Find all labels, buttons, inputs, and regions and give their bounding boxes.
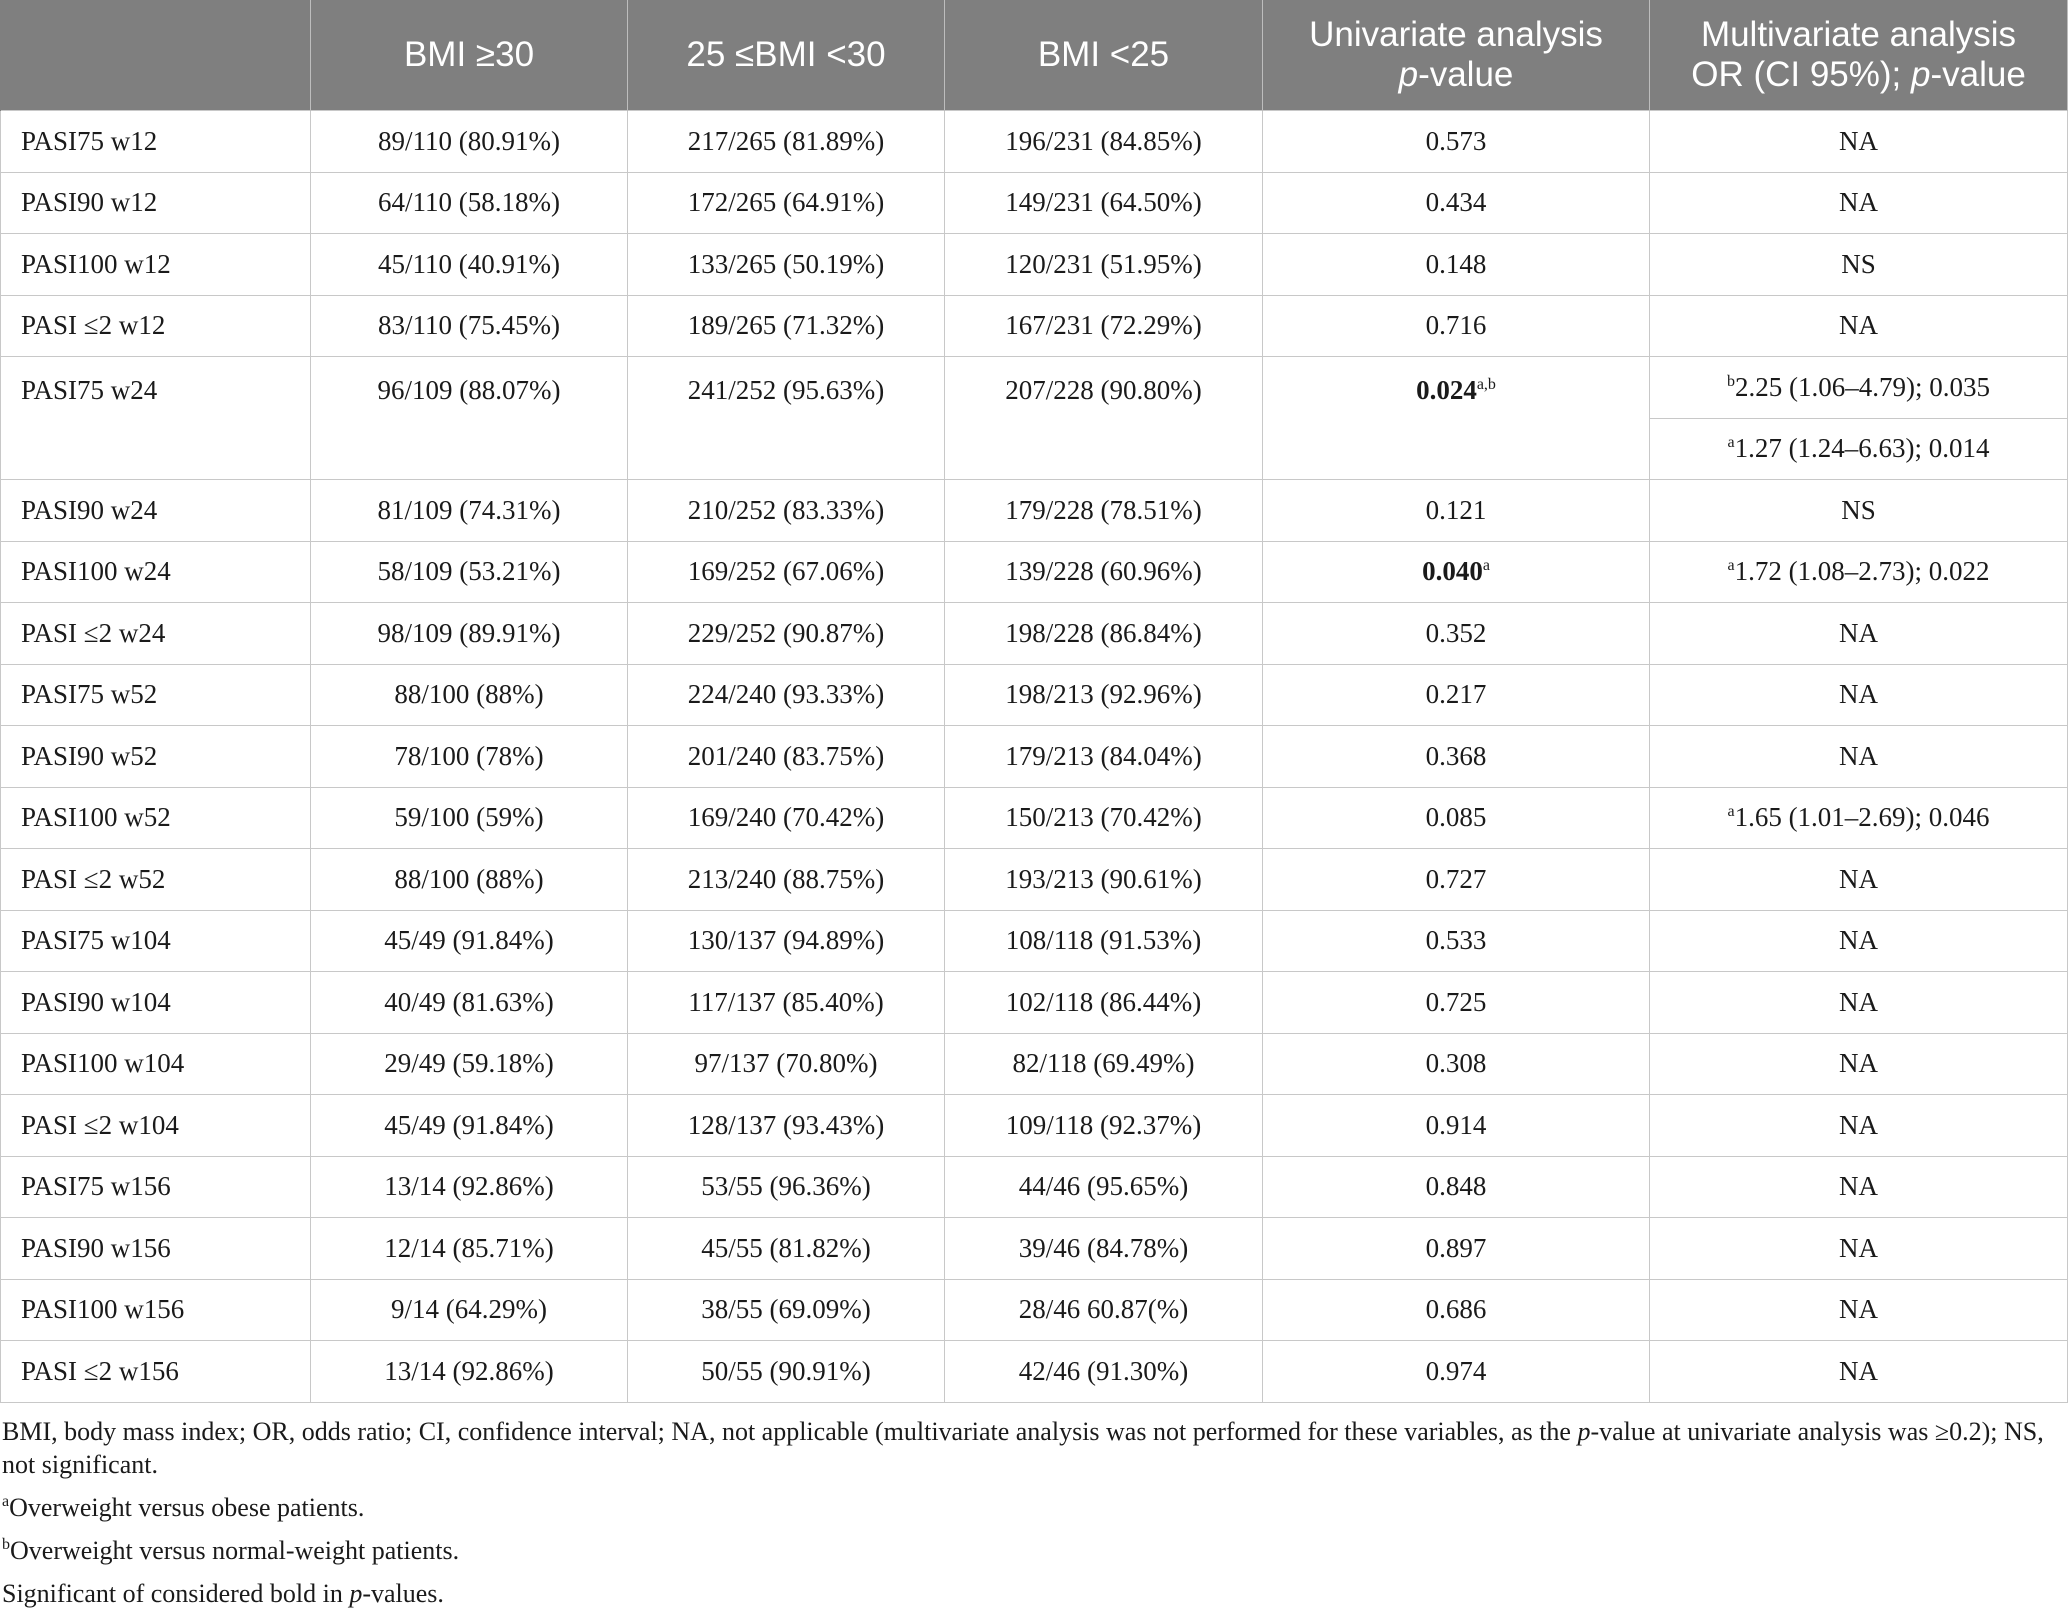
cell-bmi-overweight: 217/265 (81.89%) [628,111,945,173]
row-label: PASI100 w52 [1,787,311,849]
multivariate-value: 1.65 (1.01–2.69); 0.046 [1734,802,1990,833]
cell-bmi-overweight: 38/55 (69.09%) [628,1279,945,1341]
cell-multivariate: NA [1650,664,2068,726]
cell-bmi-overweight: 128/137 (93.43%) [628,1095,945,1157]
table-row [1,972,2068,1034]
cell-bmi-normal: 109/118 (92.37%) [945,1095,1263,1157]
cell-bmi-obese: 13/14 (92.86%) [311,1156,628,1218]
header-multivariate [1650,0,2068,111]
cell-univariate: 0.848 [1263,1156,1650,1218]
cell-univariate [1263,357,1650,480]
cell-univariate: 0.573 [1263,111,1650,173]
cell-bmi-obese: 29/49 (59.18%) [311,1033,628,1095]
cell-bmi-overweight: 201/240 (83.75%) [628,726,945,788]
table-row [1,1341,2068,1403]
cell-multivariate: NA [1650,910,2068,972]
table-row [1,357,2068,419]
cell-bmi-obese: 64/110 (58.18%) [311,172,628,234]
cell-bmi-normal: 167/231 (72.29%) [945,295,1263,357]
cell-bmi-overweight: 169/240 (70.42%) [628,787,945,849]
cell-bmi-overweight: 53/55 (96.36%) [628,1156,945,1218]
footnote-abbrev-tail: -value at univariate analysis was ≥0.2); NS, not significant. [2,1416,2044,1479]
footnote-a-text: Overweight versus obese patients. [9,1492,365,1522]
footnote-marker: a [1727,557,1735,575]
cell-bmi-obese: 45/49 (91.84%) [311,910,628,972]
multivariate-value: 2.25 (1.06–4.79); 0.035 [1735,371,1990,402]
cell-multivariate: NS [1650,480,2068,542]
cell-bmi-obese: 89/110 (80.91%) [311,111,628,173]
multivariate-value: 1.27 (1.24–6.63); 0.014 [1734,433,1990,464]
cell-bmi-normal: 39/46 (84.78%) [945,1218,1263,1280]
cell-multivariate: NA [1650,1218,2068,1280]
cell-bmi-normal: 179/228 (78.51%) [945,480,1263,542]
cell-multivariate: NA [1650,172,2068,234]
cell-bmi-overweight: 210/252 (83.33%) [628,480,945,542]
cell-univariate: 0.352 [1263,603,1650,665]
cell-bmi-normal: 150/213 (70.42%) [945,787,1263,849]
header-multivariate-prefix: OR (CI 95%); [1691,55,1911,94]
cell-bmi-normal: 82/118 (69.49%) [945,1033,1263,1095]
row-label: PASI100 w24 [1,541,311,603]
cell-univariate [1263,541,1650,603]
header-bmi-obese: BMI ≥30 [311,0,628,111]
cell-bmi-normal: 149/231 (64.50%) [945,172,1263,234]
cell-bmi-obese: 58/109 (53.21%) [311,541,628,603]
cell-univariate: 0.725 [1263,972,1650,1034]
cell-multivariate: NA [1650,1279,2068,1341]
table-row [1,849,2068,911]
cell-univariate: 0.217 [1263,664,1650,726]
table-row [1,1033,2068,1095]
footnote-sig-tail: -values. [362,1578,444,1608]
header-multivariate-tail: -value [1930,55,2026,94]
cell-bmi-normal: 44/46 (95.65%) [945,1156,1263,1218]
cell-univariate: 0.434 [1263,172,1650,234]
footnote-b-text: Overweight versus normal-weight patients. [10,1535,460,1565]
row-label: PASI100 w104 [1,1033,311,1095]
cell-univariate: 0.121 [1263,480,1650,542]
cell-bmi-overweight: 172/265 (64.91%) [628,172,945,234]
cell-bmi-normal: 198/228 (86.84%) [945,603,1263,665]
cell-multivariate [1650,541,2068,603]
cell-multivariate [1650,787,2068,849]
footnote-marker: a [1727,803,1735,821]
cell-multivariate: NA [1650,849,2068,911]
cell-multivariate: NA [1650,726,2068,788]
footnote-marker: b [1727,372,1735,390]
table-header [1,0,2068,111]
cell-bmi-normal: 193/213 (90.61%) [945,849,1263,911]
cell-bmi-normal: 196/231 (84.85%) [945,111,1263,173]
cell-bmi-obese: 83/110 (75.45%) [311,295,628,357]
cell-multivariate: NS [1650,234,2068,296]
row-label: PASI90 w12 [1,172,311,234]
row-label: PASI90 w104 [1,972,311,1034]
table-row [1,480,2068,542]
cell-bmi-normal: 207/228 (90.80%) [945,357,1263,480]
cell-univariate: 0.085 [1263,787,1650,849]
cell-multivariate [1650,357,2068,419]
cell-bmi-obese: 9/14 (64.29%) [311,1279,628,1341]
row-label: PASI100 w156 [1,1279,311,1341]
cell-univariate: 0.533 [1263,910,1650,972]
cell-bmi-obese: 88/100 (88%) [311,664,628,726]
cell-bmi-overweight: 133/265 (50.19%) [628,234,945,296]
cell-multivariate: NA [1650,972,2068,1034]
row-label: PASI75 w52 [1,664,311,726]
cell-bmi-normal: 139/228 (60.96%) [945,541,1263,603]
table-row [1,1095,2068,1157]
row-label: PASI90 w156 [1,1218,311,1280]
table-row [1,172,2068,234]
cell-multivariate: NA [1650,1033,2068,1095]
cell-univariate: 0.727 [1263,849,1650,911]
cell-multivariate: NA [1650,603,2068,665]
cell-bmi-overweight: 169/252 (67.06%) [628,541,945,603]
row-label: PASI100 w12 [1,234,311,296]
header-multivariate-title: Multivariate analysis [1700,15,2017,54]
cell-multivariate: NA [1650,111,2068,173]
cell-multivariate: NA [1650,1095,2068,1157]
table-footnotes [0,1403,2068,1610]
footnote-b [2,1534,2058,1567]
cell-bmi-normal: 102/118 (86.44%) [945,972,1263,1034]
header-univariate-p: p [1398,55,1419,94]
header-univariate-tail: -value [1418,55,1514,94]
cell-bmi-normal: 28/46 60.87(%) [945,1279,1263,1341]
cell-bmi-obese: 45/110 (40.91%) [311,234,628,296]
table-row [1,787,2068,849]
row-label: PASI90 w52 [1,726,311,788]
table-row [1,541,2068,603]
header-bmi-normal: BMI <25 [945,0,1263,111]
cell-bmi-obese: 96/109 (88.07%) [311,357,628,480]
cell-bmi-obese: 59/100 (59%) [311,787,628,849]
cell-bmi-overweight: 117/137 (85.40%) [628,972,945,1034]
table-row [1,1156,2068,1218]
cell-bmi-obese: 98/109 (89.91%) [311,603,628,665]
cell-multivariate: NA [1650,1156,2068,1218]
cell-bmi-obese: 12/14 (85.71%) [311,1218,628,1280]
footnote-abbrev-text: BMI, body mass index; OR, odds ratio; CI, confidence interval; NA, not applicable (multivariate analysis was not performed for these variables, as the [2,1416,1578,1446]
cell-univariate: 0.686 [1263,1279,1650,1341]
row-label: PASI ≤2 w24 [1,603,311,665]
cell-multivariate [1650,418,2068,480]
cell-bmi-obese: 78/100 (78%) [311,726,628,788]
cell-bmi-overweight: 45/55 (81.82%) [628,1218,945,1280]
footnote-marker: a [1482,557,1490,575]
cell-bmi-normal: 120/231 (51.95%) [945,234,1263,296]
footnote-sig-text: Significant of considered bold in [2,1578,350,1608]
table-body [1,111,2068,1403]
cell-multivariate: NA [1650,295,2068,357]
cell-bmi-obese: 40/49 (81.63%) [311,972,628,1034]
footnote-significance [2,1577,2058,1610]
multivariate-value: 1.72 (1.08–2.73); 0.022 [1734,556,1990,587]
cell-bmi-overweight: 97/137 (70.80%) [628,1033,945,1095]
row-label: PASI ≤2 w12 [1,295,311,357]
row-label: PASI ≤2 w104 [1,1095,311,1157]
cell-univariate: 0.148 [1263,234,1650,296]
table-row [1,910,2068,972]
cell-bmi-normal: 198/213 (92.96%) [945,664,1263,726]
header-outcome [1,0,311,111]
cell-bmi-overweight: 229/252 (90.87%) [628,603,945,665]
table-row [1,603,2068,665]
header-bmi-overweight: 25 ≤BMI <30 [628,0,945,111]
table-row [1,664,2068,726]
row-label: PASI75 w12 [1,111,311,173]
cell-univariate: 0.308 [1263,1033,1650,1095]
cell-bmi-obese: 45/49 (91.84%) [311,1095,628,1157]
footnote-abbreviations [2,1415,2058,1481]
cell-bmi-overweight: 189/265 (71.32%) [628,295,945,357]
row-label: PASI90 w24 [1,480,311,542]
row-label: PASI ≤2 w156 [1,1341,311,1403]
cell-bmi-normal: 108/118 (91.53%) [945,910,1263,972]
table-row [1,111,2068,173]
cell-bmi-obese: 88/100 (88%) [311,849,628,911]
cell-bmi-overweight: 130/137 (94.89%) [628,910,945,972]
footnote-marker: a,b [1476,376,1496,393]
row-label: PASI75 w24 [1,357,311,480]
cell-bmi-overweight: 213/240 (88.75%) [628,849,945,911]
cell-bmi-obese: 81/109 (74.31%) [311,480,628,542]
table-row [1,234,2068,296]
cell-bmi-normal: 42/46 (91.30%) [945,1341,1263,1403]
header-multivariate-p: p [1910,55,1931,94]
table-row [1,295,2068,357]
cell-bmi-normal: 179/213 (84.04%) [945,726,1263,788]
row-label: PASI75 w104 [1,910,311,972]
cell-bmi-overweight: 50/55 (90.91%) [628,1341,945,1403]
table-row [1,1218,2068,1280]
cell-bmi-overweight: 224/240 (93.33%) [628,664,945,726]
footnote-marker: b [2,1535,10,1553]
univariate-significant-value: 0.024 [1416,375,1477,405]
footnote-sig-p: p [349,1578,363,1608]
cell-bmi-overweight: 241/252 (95.63%) [628,357,945,480]
cell-univariate: 0.914 [1263,1095,1650,1157]
cell-multivariate: NA [1650,1341,2068,1403]
row-label: PASI75 w156 [1,1156,311,1218]
footnote-a [2,1491,2058,1524]
cell-bmi-obese: 13/14 (92.86%) [311,1341,628,1403]
table-row [1,726,2068,788]
cell-univariate: 0.368 [1263,726,1650,788]
univariate-significant-value: 0.040 [1422,556,1483,587]
footnote-abbrev-p: p [1577,1416,1591,1446]
row-label: PASI ≤2 w52 [1,849,311,911]
footnote-marker: a [1727,434,1735,452]
cell-univariate: 0.716 [1263,295,1650,357]
table-row [1,1279,2068,1341]
header-univariate [1263,0,1650,111]
cell-univariate: 0.974 [1263,1341,1650,1403]
cell-univariate: 0.897 [1263,1218,1650,1280]
footnote-marker: a [2,1492,10,1510]
header-univariate-title: Univariate analysis [1309,15,1603,54]
